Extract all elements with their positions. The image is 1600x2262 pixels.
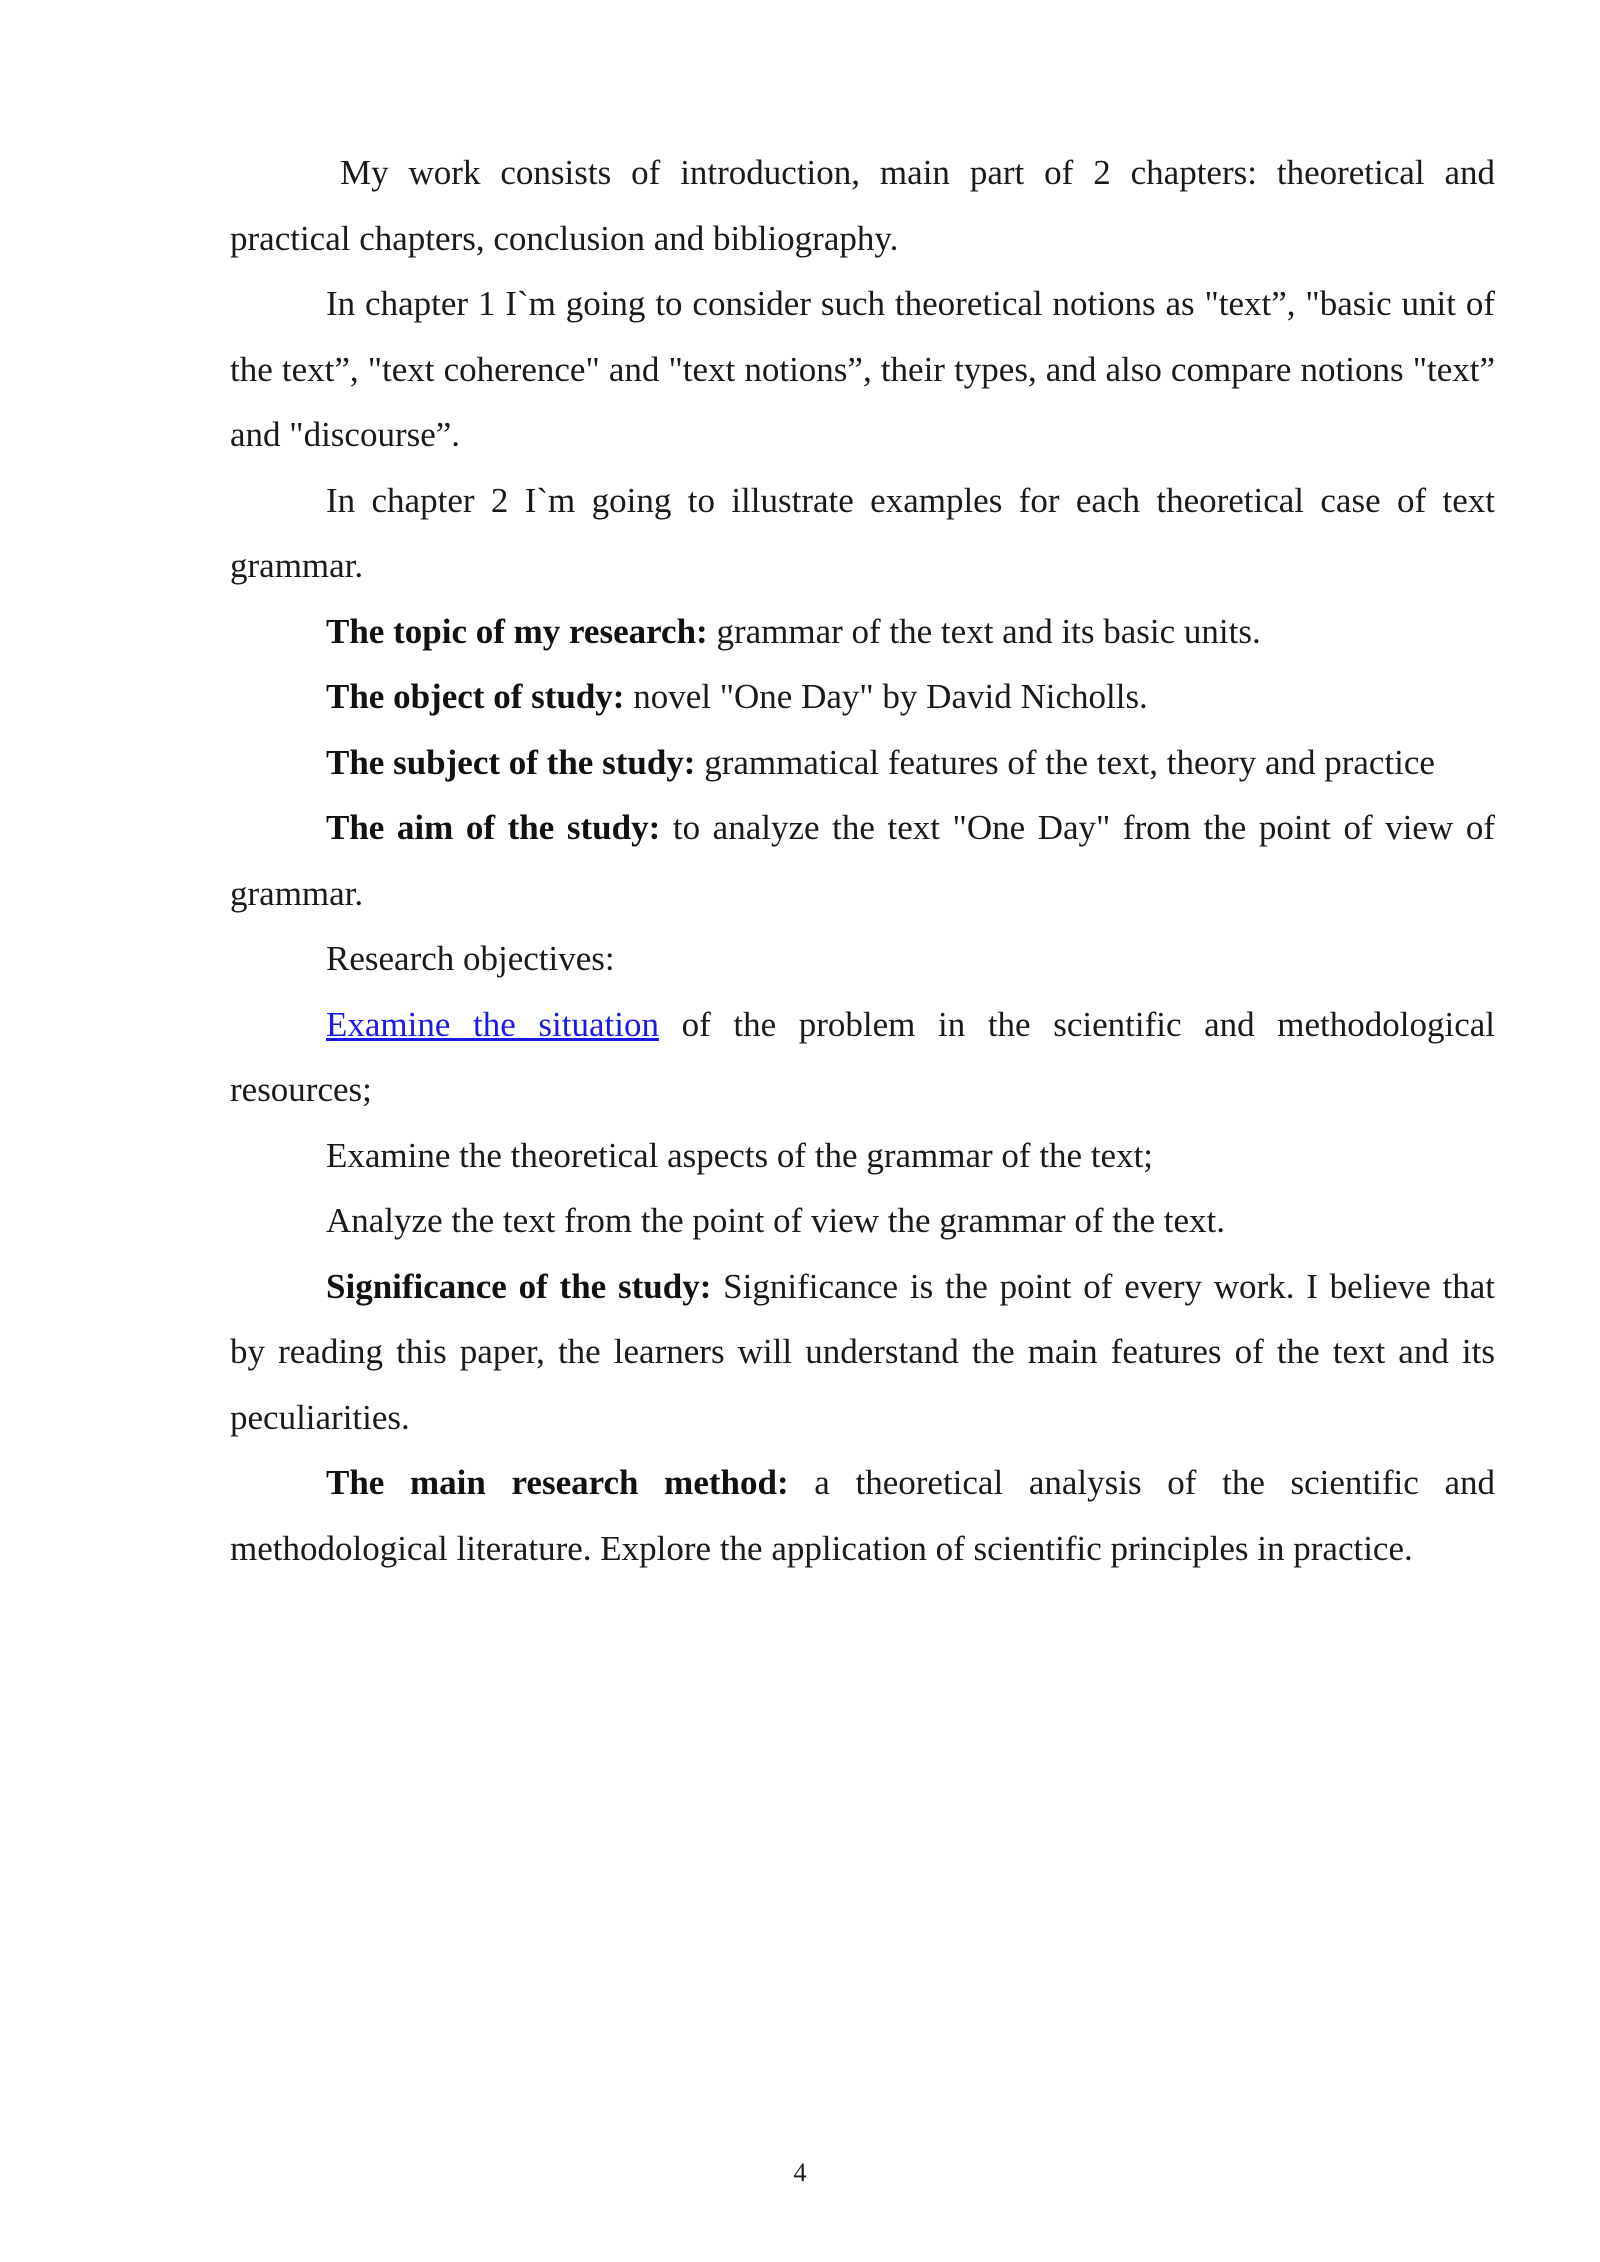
significance-label: Significance of the study:	[326, 1266, 712, 1306]
method-label: The main research method:	[326, 1463, 789, 1502]
significance-text: Significance is the point of every work. I believe that by reading this paper, the learners will understand the main features of the text and its peculiarities.	[230, 1266, 1495, 1437]
objective1-paragraph	[230, 992, 1495, 1123]
method-text: a theoretical analysis of the scientific and methodological literature. Explore the application of scientific principles in practice.	[230, 1463, 1495, 1568]
topic-text: grammar of the text and its basic units.	[707, 611, 1261, 651]
page-number: 4	[793, 2158, 807, 2187]
object-label: The object of study:	[326, 677, 625, 716]
topic-paragraph	[230, 599, 1495, 665]
objective2-paragraph	[230, 1123, 1495, 1189]
chapter2-paragraph	[230, 468, 1495, 599]
structure-text: My work consists of introduction, main part of 2 chapters: theoretical and practical chapters, conclusion and bibliography.	[230, 153, 1495, 258]
significance-paragraph	[230, 1254, 1495, 1451]
subject-label: The subject of the study:	[326, 742, 696, 782]
object-paragraph	[230, 664, 1495, 730]
structure-paragraph	[230, 140, 1495, 271]
subject-text: grammatical features of the text, theory and practice	[695, 742, 1435, 782]
chapter1-paragraph	[230, 271, 1495, 468]
objective3-paragraph	[230, 1188, 1495, 1254]
object-text: novel "One Day" by David Nicholls.	[624, 677, 1148, 716]
objectives-heading-text: Research objectives:	[326, 939, 615, 978]
subject-paragraph	[230, 730, 1495, 796]
aim-label: The aim of the study:	[326, 808, 661, 847]
method-paragraph	[230, 1450, 1495, 1581]
document-body	[230, 140, 1495, 1581]
examine-situation-link[interactable]: Examine the situation	[326, 1004, 659, 1044]
chapter1-text: In chapter 1 I`m going to consider such theoretical notions as "text”, "basic unit of the text”, "text coherence" and "text notions”, their types, and also compare notions "text” and "discourse”.	[230, 284, 1495, 454]
aim-paragraph	[230, 795, 1495, 926]
objectives-heading	[230, 926, 1495, 992]
chapter2-text: In chapter 2 I`m going to illustrate examples for each theoretical case of text grammar.	[230, 480, 1495, 585]
aim-text: to analyze the text "One Day" from the point of view of grammar.	[230, 808, 1495, 913]
objective3-text: Analyze the text from the point of view the grammar of the text.	[326, 1201, 1226, 1240]
topic-label: The topic of my research:	[326, 611, 708, 651]
objective2-text: Examine the theoretical aspects of the grammar of the text;	[326, 1135, 1154, 1175]
objective1-text: of the problem in the scientific and methodological resources;	[230, 1004, 1495, 1109]
